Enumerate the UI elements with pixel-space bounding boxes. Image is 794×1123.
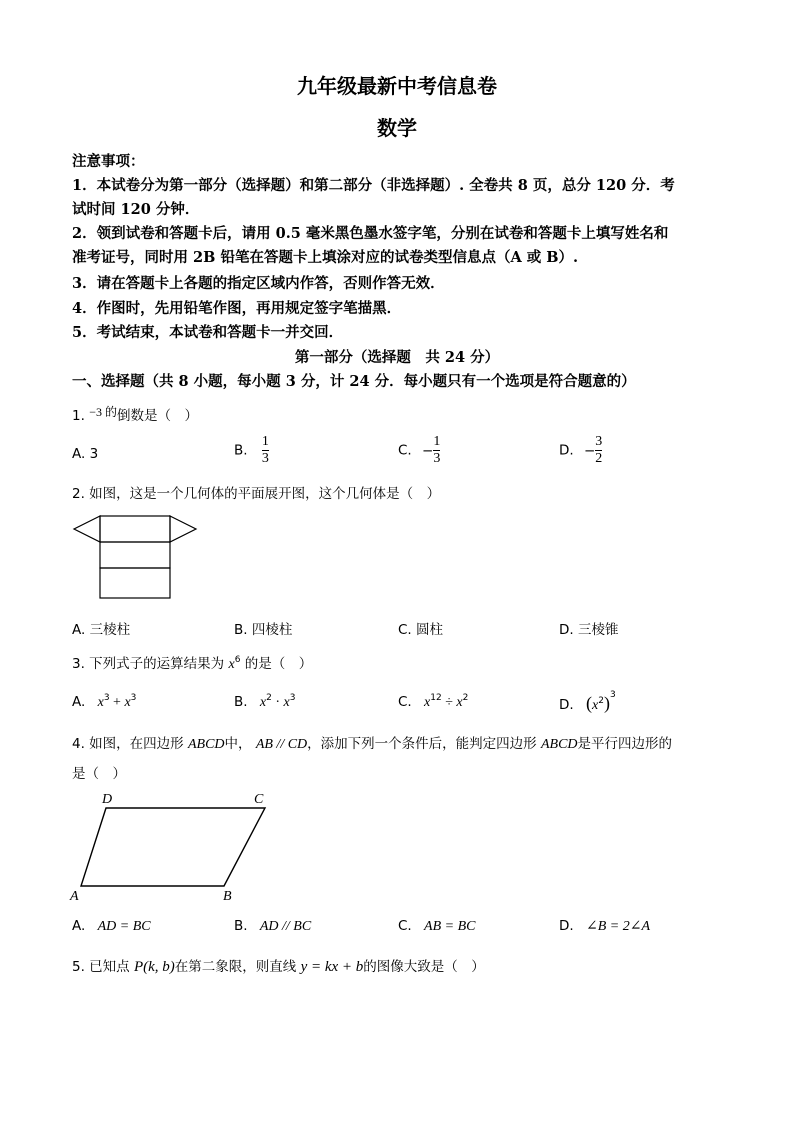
q3-b-x1: x <box>259 695 267 710</box>
q1-d-den: 2 <box>595 451 603 466</box>
q1-d-label: D. <box>559 442 574 459</box>
q3-text-pre: 3. 下列式子的运算结果为 <box>72 656 225 672</box>
note-4: 4．作图时，先用铅笔作图，再用规定签字笔描黑． <box>72 300 402 317</box>
q4-stem-line1 <box>72 732 672 753</box>
q3-d-open: ( <box>585 693 592 713</box>
q3-b-op: · <box>271 695 284 710</box>
q1-d-fraction <box>595 434 602 467</box>
q1-c-den: 3 <box>433 451 441 466</box>
q1-d-sign: − <box>583 442 596 459</box>
q3-d-label: D. <box>559 697 574 713</box>
note-1a: 1．本试卷分为第一部分（选择题）和第二部分（非选择题）. 全卷共 8 页，总分 120 分．考 <box>72 177 675 194</box>
q1-c-label: C. <box>398 442 412 459</box>
q2-option-c: C. 圆柱 <box>398 622 444 638</box>
q3-a-x1: x <box>97 695 104 710</box>
q1-stem <box>72 403 198 424</box>
q3-a-e1: 3 <box>103 693 110 703</box>
q4-c-label: C. <box>398 918 412 934</box>
q4-para: AB // CD <box>255 737 308 752</box>
q1-d-num: 3 <box>595 434 603 449</box>
q3-d-x: x <box>591 698 599 713</box>
q4-post: 是平行四边形的 <box>577 736 673 752</box>
paper-title: 九年级最新中考信息卷 <box>297 74 497 98</box>
q3-exp: 6 <box>234 655 241 665</box>
q3-d-close: ) <box>603 693 610 713</box>
q5-stem <box>72 955 485 976</box>
note-5: 5．考试结束，本试卷和答题卡一并交回． <box>72 324 344 341</box>
q4-option-a <box>72 918 151 935</box>
q4-quad: ABCD <box>187 737 225 752</box>
q3-c-x2: x <box>456 695 463 710</box>
q4-option-d <box>559 918 650 935</box>
note-3: 3．请在答题卡上各题的指定区域内作答，否则作答无效． <box>72 275 445 292</box>
q5-pre: 5. 已知点 <box>72 959 130 975</box>
q1-c-fraction <box>433 434 440 467</box>
q3-a-e2: 3 <box>130 693 137 703</box>
q1-b-num: 1 <box>261 434 269 449</box>
q3-a-x2: x <box>124 695 131 710</box>
q1-expr: −3 的 <box>89 405 117 419</box>
q4-d-text: ∠B = 2∠A <box>585 919 650 934</box>
q4-b-text: AD // BC <box>259 919 312 934</box>
q2-stem: 2. 如图，这是一个几何体的平面展开图，这个几何体是（ ） <box>72 486 441 502</box>
q3-b-label: B. <box>234 694 248 710</box>
vertex-b: B <box>223 889 232 904</box>
q3-stem <box>72 652 312 673</box>
q3-a-op: + <box>109 695 125 710</box>
q4-stem-line2: 是（ ） <box>72 766 126 782</box>
q4-mid2: ，添加下列一个条件后，能判定四边形 <box>307 736 537 752</box>
q1-number: 1. <box>72 408 85 424</box>
q4-option-b <box>234 918 311 935</box>
parallelogram-shape <box>81 808 265 886</box>
q3-base: x <box>228 657 235 672</box>
q3-c-op: ÷ <box>441 695 457 710</box>
net-left-triangle <box>74 516 100 542</box>
vertex-c: C <box>254 792 264 807</box>
q3-option-c <box>398 693 468 711</box>
q3-c-label: C. <box>398 694 412 710</box>
q5-post: 的图像大致是（ ） <box>363 959 485 975</box>
note-2a: 2．领到试卷和答题卡后，请用 0.5 毫米黑色墨水签字笔，分别在试卷和答题卡上填写姓名和 <box>72 225 669 242</box>
q4-option-c <box>398 918 475 935</box>
q3-c-e2: 2 <box>462 693 469 703</box>
q1-b-den: 3 <box>261 451 269 466</box>
net-middle-face <box>100 542 170 568</box>
q2-option-a: A. 三棱柱 <box>72 622 131 638</box>
q1-tail: 倒数是（ ） <box>116 408 198 424</box>
vertex-d: D <box>102 792 113 807</box>
q3-b-x2: x <box>283 695 290 710</box>
q1-b-label: B. <box>234 442 248 459</box>
q3-text-post: 的是（ ） <box>244 656 313 672</box>
q3-c-e1: 12 <box>430 693 442 703</box>
notes-heading: 注意事项： <box>72 153 145 170</box>
net-diagram <box>70 512 200 604</box>
q3-option-d <box>559 690 616 714</box>
section-heading: 一、选择题（共 8 小题，每小题 3 分，计 24 分．每小题只有一个选项是符合题意的） <box>72 373 636 390</box>
q4-a-text: AD = BC <box>97 919 151 934</box>
q4-pre: 4. 如图，在四边形 <box>72 736 184 752</box>
q5-point: P(k, b) <box>133 959 175 975</box>
q1-option-a: A. 3 <box>72 446 99 462</box>
q3-d-e: 2 <box>598 696 604 706</box>
q3-option-b <box>234 693 295 711</box>
net-top-face <box>100 516 170 542</box>
note-1b: 试时间 120 分钟． <box>72 201 200 218</box>
q3-b-e1: 2 <box>266 693 272 703</box>
q4-c-text: AB = BC <box>424 919 476 934</box>
q4-mid1: 中， <box>224 736 252 752</box>
q3-c-x1: x <box>424 695 431 710</box>
q3-d-outer: 3 <box>609 690 616 700</box>
q4-quad2: ABCD <box>540 737 578 752</box>
vertex-a: A <box>70 889 79 904</box>
q1-option-c <box>398 434 440 467</box>
subject-title: 数学 <box>377 116 417 140</box>
q3-b-e2: 3 <box>289 693 296 703</box>
q5-line: y = kx + b <box>300 959 364 975</box>
part1-heading: 第一部分（选择题 共 24 分） <box>294 349 500 366</box>
q1-option-b <box>234 434 269 467</box>
q4-b-label: B. <box>234 918 248 934</box>
q1-c-num: 1 <box>433 434 441 449</box>
q4-a-label: A. <box>72 918 86 934</box>
q1-option-d <box>559 434 602 467</box>
q3-option-a <box>72 693 136 711</box>
parallelogram-diagram <box>68 788 278 906</box>
q1-c-sign: − <box>422 442 434 459</box>
net-right-triangle <box>170 516 196 542</box>
q4-d-label: D. <box>559 918 574 934</box>
note-2b: 准考证号，同时用 2B 铅笔在答题卡上填涂对应的试卷类型信息点（A 或 B）. <box>72 249 579 266</box>
net-bottom-face <box>100 568 170 598</box>
q2-option-b: B. 四棱柱 <box>234 622 293 638</box>
q3-a-label: A. <box>72 694 86 710</box>
q1-b-fraction <box>262 434 269 467</box>
q2-option-d: D. 三棱锥 <box>559 622 619 638</box>
q5-mid: 在第二象限，则直线 <box>174 959 297 975</box>
